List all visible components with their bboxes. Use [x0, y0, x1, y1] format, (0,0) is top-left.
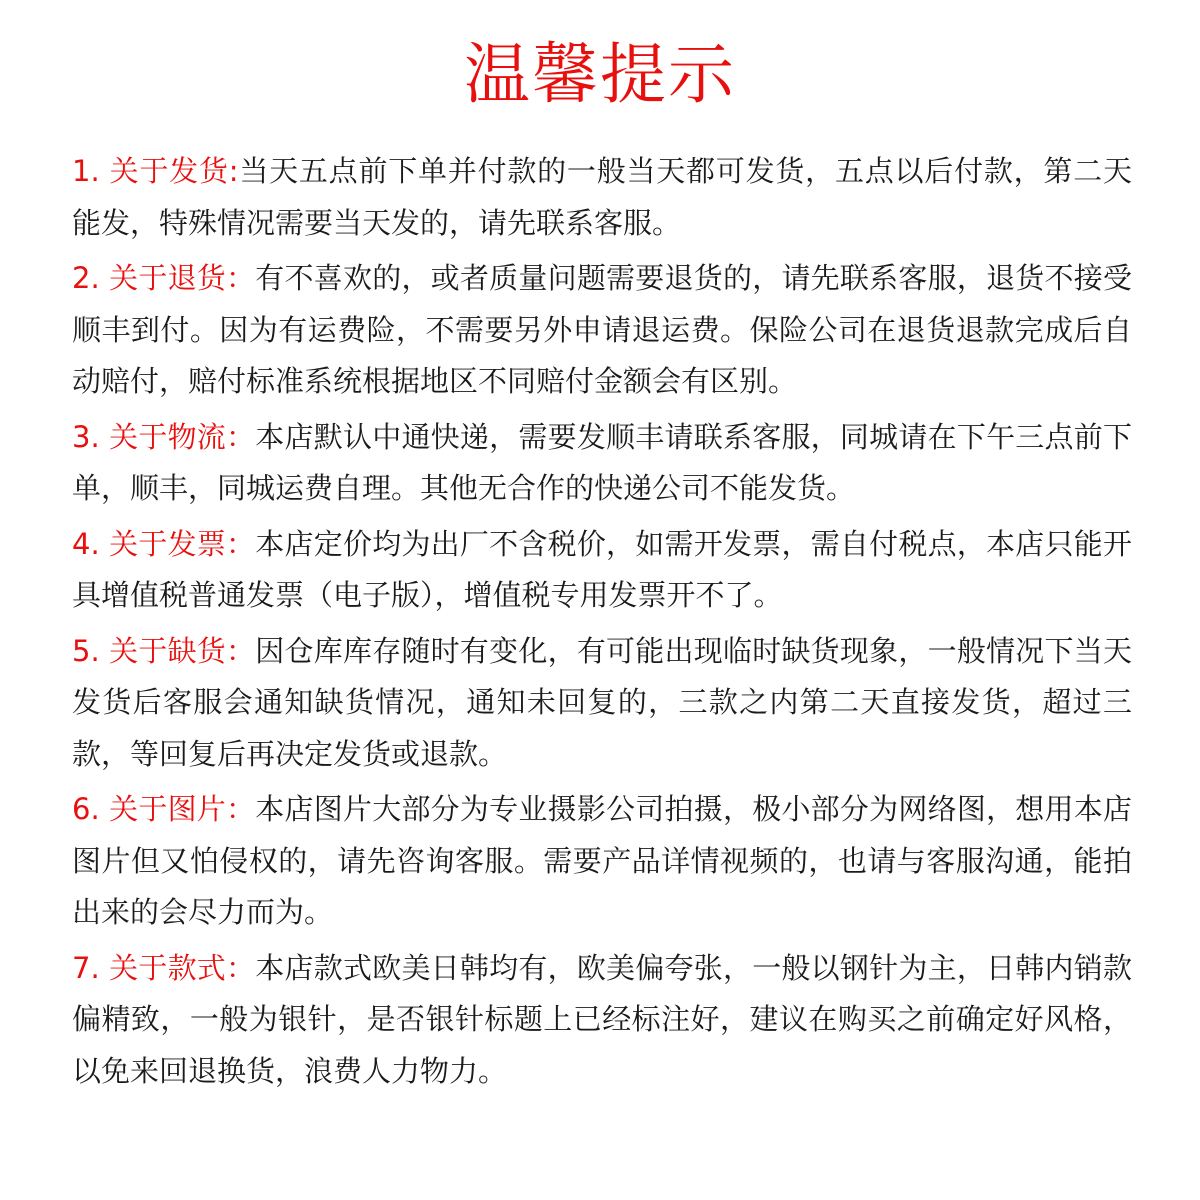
notice-label: 6. 关于图片： — [72, 792, 256, 826]
notice-item-styles — [72, 943, 1132, 1098]
notice-text: 本店默认中通快递，需要发顺丰请联系客服，同城请在下午三点前下单，顺丰，同城运费自理。其他无合作的快递公司不能发货。 — [72, 419, 1132, 505]
notice-text: 当天五点前下单并付款的一般当天都可发货，五点以后付款，第二天能发，特殊情况需要当天发的，请先联系客服。 — [72, 154, 1132, 240]
notice-label: 1. 关于发货: — [72, 154, 239, 188]
page-title: 温馨提示 — [464, 36, 736, 113]
notice-label: 2. 关于退货： — [72, 261, 256, 295]
notice-item-invoice — [72, 519, 1132, 622]
notice-text: 本店定价均为出厂不含税价，如需开发票，需自付税点，本店只能开具增值税普通发票（电子版），增值税专用发票开不了。 — [72, 526, 1132, 612]
notice-text: 因仓库库存随时有变化，有可能出现临时缺货现象，一般情况下当天发货后客服会通知缺货情况，通知未回复的，三款之内第二天直接发货，超过三款，等回复后再决定发货或退款。 — [72, 633, 1132, 771]
notice-label: 4. 关于发票： — [72, 526, 256, 561]
notice-item-stockout — [72, 626, 1132, 781]
notice-text: 有不喜欢的，或者质量问题需要退货的，请先联系客服，退货不接受顺丰到付。因为有运费险，不需要另外申请退运费。保险公司在退货退款完成后自动赔付，赔付标准系统根据地区不同赔付金额会有区别。 — [72, 261, 1132, 398]
notice-item-images — [72, 784, 1132, 939]
notice-list — [72, 146, 1132, 1101]
notice-text: 本店图片大部分为专业摄影公司拍摄，极小部分为网络图，想用本店图片但又怕侵权的，请先咨询客服。需要产品详情视频的，也请与客服沟通，能拍出来的会尽力而为。 — [72, 792, 1132, 929]
notice-label: 3. 关于物流： — [72, 419, 256, 454]
notice-item-returns — [72, 253, 1132, 408]
notice-text: 本店款式欧美日韩均有，欧美偏夸张，一般以钢针为主，日韩内销款偏精致，一般为银针，是否银针标题上已经标注好，建议在购买之前确定好风格，以免来回退换货，浪费人力物力。 — [72, 950, 1132, 1088]
notice-label: 7. 关于款式： — [72, 950, 256, 985]
notice-item-shipping — [72, 146, 1132, 249]
notice-label: 5. 关于缺货： — [72, 633, 256, 668]
notice-item-logistics — [72, 412, 1132, 515]
